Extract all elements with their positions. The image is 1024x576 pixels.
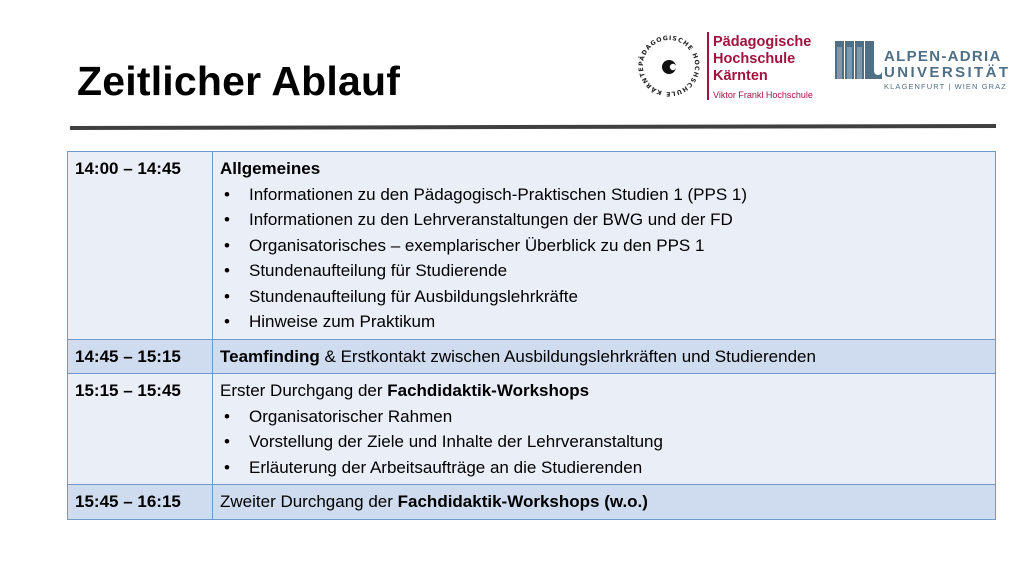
ph-name-line-1: Pädagogische [713,34,812,50]
aau-line-1: ALPEN-ADRIA [884,48,1002,65]
list-item: • Erläuterung der Arbeitsaufträge an die Studierenden [220,455,988,481]
table-row [68,485,996,520]
time-cell: 14:45 – 15:15 [68,339,213,374]
row-heading: Allgemeines [220,159,321,178]
table-row [68,374,996,485]
list-item: • Informationen zu den Lehrveranstaltungen der BWG und der FD [220,207,988,233]
time-cell: 15:45 – 16:15 [68,485,213,520]
table-row [68,152,996,340]
row-heading: Erster Durchgang der Fachdidaktik-Workshops [220,381,590,400]
row-bold-text: Teamfinding [220,346,320,366]
list-item: • Vorstellung der Ziele und Inhalte der Lehrveranstaltung [220,429,988,455]
time-cell: 15:15 – 15:45 [68,374,213,485]
schedule-table [67,151,996,520]
list-item: • Organisatorischer Rahmen [220,404,988,430]
aau-mark-icon [834,37,882,81]
list-item: • Informationen zu den Pädagogisch-Praktischen Studien 1 (PPS 1) [220,182,988,208]
ph-seal-icon [633,30,705,102]
ph-divider [707,32,709,100]
list-item: • Hinweise zum Praktikum [220,309,988,335]
page-title: Zeitlicher Ablauf [77,58,401,104]
list-item: • Stundenaufteilung für Studierende [220,258,988,284]
list-item: • Organisatorisches – exemplarischer Überblick zu den PPS 1 [220,233,988,259]
aau-logo [834,37,1011,97]
content-cell [213,152,996,340]
ph-name-line-3: Kärnten [713,68,768,84]
ph-kaernten-logo [633,30,813,105]
ph-subtitle: Viktor Frankl Hochschule [713,90,813,100]
aau-line-2: UNIVERSITÄT [884,64,1011,81]
row-text: & Erstkontakt zwischen Ausbildungslehrkräften und Studierenden [319,346,816,366]
content-cell [213,374,996,485]
row-text: Zweiter Durchgang der [220,492,398,511]
ph-name-line-2: Hochschule [713,51,796,67]
time-cell: 14:00 – 14:45 [68,152,213,340]
content-cell [213,485,996,520]
bullet-list [220,404,988,481]
row-bold-text: Fachdidaktik-Workshops (w.o.) [397,492,648,511]
bullet-list [220,182,988,335]
aau-name [884,49,1010,92]
table-row [68,339,996,374]
ph-name [713,34,813,104]
ph-seal-text: PÄDAGOGISCHE HOCHSCHULE KÄRNTE [637,34,701,98]
aau-line-3: KLAGENFURT | WIEN GRAZ [884,82,1007,91]
list-item: • Stundenaufteilung für Ausbildungslehrkräfte [220,284,988,310]
title-divider [70,124,996,130]
content-cell [213,339,996,374]
